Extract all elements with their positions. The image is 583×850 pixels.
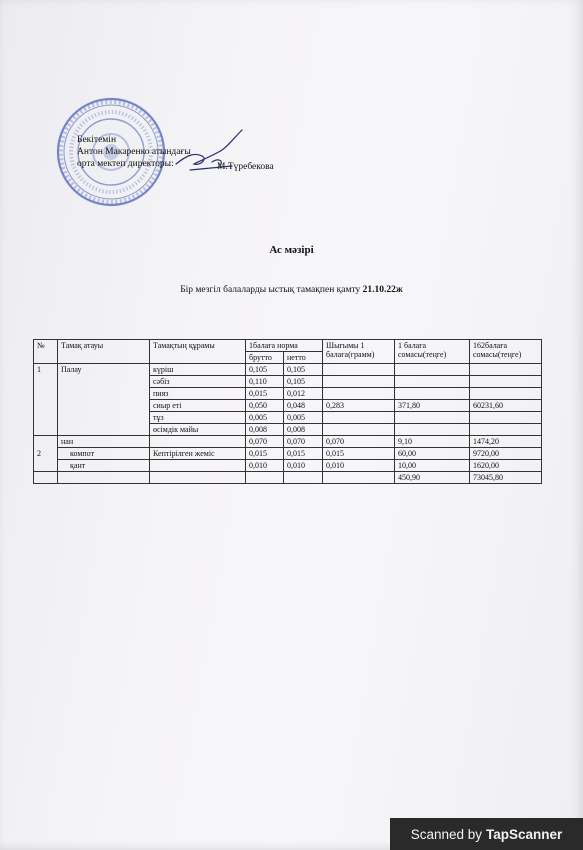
scanner-prefix: Scanned by	[410, 826, 483, 842]
table-row	[34, 460, 542, 472]
ingredient-name: сиыр еті	[150, 400, 246, 412]
table-row	[34, 364, 542, 376]
item-cost162: 1474,20	[470, 436, 542, 448]
ingredient-netto: 0,105	[284, 376, 323, 388]
subtitle-date: 21.10.22ж	[362, 285, 403, 295]
dish-1-yield: 0,283	[323, 400, 395, 412]
empty-cell	[323, 412, 395, 424]
approval-line-3: орта мектеп директоры:	[77, 159, 174, 169]
item-netto: 0,015	[284, 448, 323, 460]
header-netto: нетто	[284, 352, 323, 364]
header-brutto: брутто	[246, 352, 284, 364]
header-composition: Тамақтың құрамы	[150, 340, 246, 364]
header-norm: 1балаға норма	[246, 340, 323, 352]
approval-line-1: Бекітемін	[77, 135, 117, 145]
header-dish: Тамақ атауы	[58, 340, 150, 364]
item-yield: 0,015	[323, 448, 395, 460]
scanner-watermark	[390, 818, 583, 850]
ingredient-brutto: 0,005	[246, 412, 284, 424]
empty-cell	[395, 412, 470, 424]
document-subtitle	[0, 285, 583, 295]
signer-name: М.Түребекова	[217, 162, 274, 172]
header-cost162: 162балаға сомасы(теңге)	[470, 340, 542, 364]
ingredient-brutto: 0,008	[246, 424, 284, 436]
item-cost1: 60,00	[395, 448, 470, 460]
subtitle-text: Бір мезгіл балаларды ыстық тамақпен қамту	[180, 285, 363, 295]
ingredient-netto: 0,048	[284, 400, 323, 412]
dish-1-name: Палау	[58, 364, 150, 436]
header-cost1: 1 балаға сомасы(теңге)	[395, 340, 470, 364]
item-brutto: 0,010	[246, 460, 284, 472]
dish-1-cost1: 371,80	[395, 400, 470, 412]
item-cost1: 10,00	[395, 460, 470, 472]
empty-cell	[246, 472, 284, 484]
empty-cell	[58, 472, 150, 484]
ingredient-name: өсімдік майы	[150, 424, 246, 436]
ingredient-brutto: 0,015	[246, 388, 284, 400]
item-composition: Кептірілген жеміс	[150, 448, 246, 460]
item-yield: 0,070	[323, 436, 395, 448]
dish-1-cost162: 60231,60	[470, 400, 542, 412]
item-cost162: 1620,00	[470, 460, 542, 472]
item-name: қант	[58, 460, 150, 472]
empty-cell	[323, 376, 395, 388]
total-cost1: 450,90	[395, 472, 470, 484]
table-row	[34, 436, 542, 448]
ingredient-netto: 0,008	[284, 424, 323, 436]
ingredient-brutto: 0,050	[246, 400, 284, 412]
empty-cell	[395, 424, 470, 436]
header-yield: Шығымы 1 балаға(грамм)	[323, 340, 395, 364]
item-name: нан	[58, 436, 150, 448]
scanner-brand: TapScanner	[486, 826, 563, 842]
item-composition	[150, 460, 246, 472]
header-num: №	[34, 340, 58, 364]
item-cost162: 9720,00	[470, 448, 542, 460]
item-brutto: 0,070	[246, 436, 284, 448]
ingredient-name: пияз	[150, 388, 246, 400]
item-netto: 0,070	[284, 436, 323, 448]
empty-cell	[470, 424, 542, 436]
item-netto: 0,010	[284, 460, 323, 472]
empty-cell	[323, 388, 395, 400]
approval-line-2: Антон Макаренко атындағы	[77, 147, 191, 157]
header-row	[34, 340, 542, 352]
ingredient-brutto: 0,105	[246, 364, 284, 376]
empty-cell	[395, 388, 470, 400]
empty-cell	[470, 412, 542, 424]
total-cost162: 73045,80	[470, 472, 542, 484]
empty-cell	[323, 472, 395, 484]
ingredient-brutto: 0,110	[246, 376, 284, 388]
menu-table	[33, 339, 542, 484]
empty-cell	[323, 424, 395, 436]
empty-cell	[395, 364, 470, 376]
ingredient-name: тұз	[150, 412, 246, 424]
ingredient-netto: 0,005	[284, 412, 323, 424]
document-title: Ас мәзірі	[269, 244, 314, 256]
ingredient-name: күріш	[150, 364, 246, 376]
item-cost1: 9,10	[395, 436, 470, 448]
empty-cell	[395, 376, 470, 388]
empty-cell	[150, 472, 246, 484]
dish-1-num: 1	[34, 364, 58, 436]
ingredient-name: сәбіз	[150, 376, 246, 388]
empty-cell	[470, 388, 542, 400]
item-name: компот	[58, 448, 150, 460]
empty-cell	[284, 472, 323, 484]
group-2-num: 2	[34, 436, 58, 472]
item-composition	[150, 436, 246, 448]
item-brutto: 0,015	[246, 448, 284, 460]
total-row	[34, 472, 542, 484]
empty-cell	[34, 472, 58, 484]
ingredient-netto: 0,012	[284, 388, 323, 400]
empty-cell	[470, 364, 542, 376]
item-yield: 0,010	[323, 460, 395, 472]
empty-cell	[470, 376, 542, 388]
empty-cell	[323, 364, 395, 376]
ingredient-netto: 0,105	[284, 364, 323, 376]
table-row	[34, 448, 542, 460]
